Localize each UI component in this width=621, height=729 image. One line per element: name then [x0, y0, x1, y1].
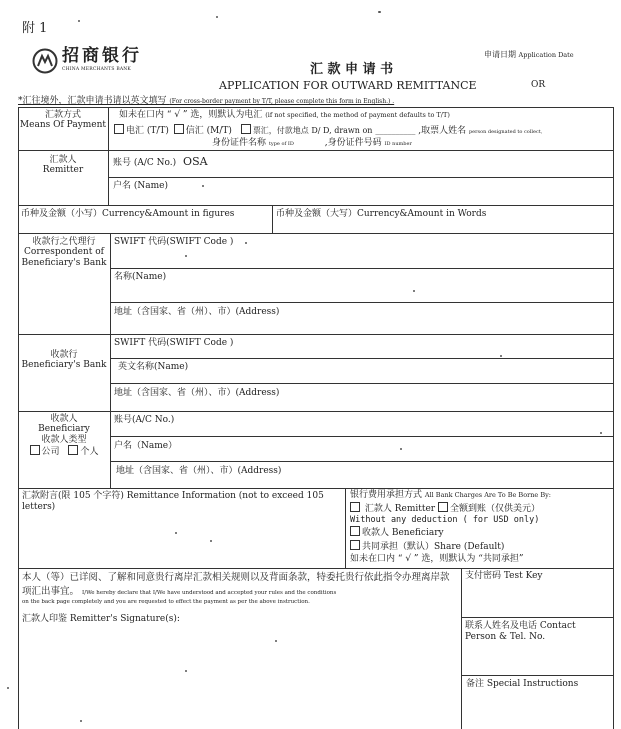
means-of-payment-en: Means Of Payment	[19, 120, 107, 131]
declaration	[22, 571, 458, 607]
checkbox-individual[interactable]	[68, 445, 78, 455]
payment-option-tt[interactable]	[114, 126, 169, 136]
bank-name-cn: 招商银行	[62, 46, 142, 66]
charges-title-cn: 银行费用承担方式	[350, 490, 423, 500]
amount-words-label: 币种及金额（大写）Currency&Amount in Words	[276, 209, 487, 219]
checkbox-mt[interactable]	[174, 124, 184, 134]
beneficiary-en: Beneficiary	[38, 424, 90, 435]
title-en: APPLICATION FOR OUTWARD REMITTANCE	[219, 79, 477, 92]
payment-hint-en: (if not specified, the method of payment defaults to T/T)	[265, 111, 450, 119]
charges-section	[350, 490, 612, 565]
title-cn: 汇 款 申 请 书	[310, 62, 394, 77]
remitter-account-field[interactable]	[113, 156, 208, 169]
charges-option-remitter[interactable]	[350, 504, 435, 514]
charges-default-note: 如未在口内 “ √ ” 选，则默认为 “共同承担”	[350, 553, 524, 564]
beneficiary-type-individual[interactable]	[68, 447, 98, 457]
remittance-info-label: 汇款附言(限 105 个字符) Remittance Information (not to exceed 105 letters)	[22, 491, 324, 512]
charges-share-label: 共同承担（默认）Share (Default)	[362, 542, 505, 553]
id-number-cn: ,身份证件号码	[324, 138, 382, 148]
remitter-account-label: 账号 (A/C No.)	[113, 158, 177, 168]
contact-label-1: 联系人姓名及电话 Contact	[465, 621, 576, 631]
charges-title	[350, 490, 612, 502]
charges-remitter-row	[350, 502, 612, 516]
attachment-label: 附 1	[22, 21, 48, 36]
charges-option-share[interactable]	[350, 540, 612, 554]
correspondent-bank-en2: Beneficiary's Bank	[21, 257, 107, 268]
english-note-en: (For cross-border payment by T/T, please complete this form in English.) .	[169, 98, 395, 105]
beneficiary-name-label: 户名（Name）	[114, 441, 178, 451]
payment-option-mt-label: 信汇 (M/T)	[185, 126, 232, 136]
checkbox-company[interactable]	[30, 445, 40, 455]
means-of-payment-cn: 汇款方式	[44, 110, 81, 120]
beneficiary-type-options	[18, 445, 110, 457]
beneficiary-cn: 收款人	[50, 414, 78, 424]
bank-emblem-icon	[32, 48, 58, 74]
beneficiary-type-company[interactable]	[30, 447, 60, 457]
id-type-en: type of ID	[268, 141, 294, 147]
checkbox-remitter[interactable]	[350, 502, 360, 512]
payment-option-dd[interactable]	[241, 126, 373, 136]
beneficiary-label	[18, 414, 110, 457]
beneficiary-type-label: 收款人类型	[41, 434, 87, 445]
beneficiary-type-company-label: 公司	[41, 447, 60, 458]
remitter-label-cn: 汇款人	[49, 155, 77, 165]
english-note	[18, 96, 394, 106]
application-date-label	[484, 50, 574, 59]
beneficiary-type-individual-label: 个人	[80, 447, 99, 458]
remitter-label-en: Remitter	[42, 165, 84, 176]
id-fields	[212, 138, 412, 148]
remitter-name-label: 户名 (Name)	[113, 181, 168, 191]
application-date-cn: 申请日期	[484, 50, 516, 59]
charges-without-deduction: Without any deduction ( for USD only)	[350, 515, 540, 526]
payment-option-dd-label: 票汇，付款地点 D/ D, drawn on	[252, 126, 373, 135]
charges-option-full[interactable]	[438, 504, 540, 514]
special-instructions-label: 备注 Special Instructions	[466, 679, 579, 689]
payee-label-cn: ,取票人姓名	[418, 126, 467, 136]
charges-remitter-label: 汇款人 Remitter	[364, 503, 436, 514]
bank-logo	[30, 46, 160, 78]
amount-figures-label: 币种及金额（小写）Currency&Amount in figures	[21, 209, 235, 219]
correspondent-address-label: 地址（含国家、省（州）、市）(Address)	[114, 307, 280, 317]
beneficiary-bank-name-label: 英文名称(Name)	[118, 362, 189, 372]
bank-name-en: CHINA MERCHANTS BANK	[62, 67, 131, 72]
charges-title-en: All Bank Charges Are To Be Borne By:	[424, 491, 551, 499]
correspondent-bank-cn: 收款行之代理行	[32, 237, 96, 247]
correspondent-name-label: 名称(Name)	[114, 272, 167, 282]
id-type-cn: 身份证件名称	[212, 138, 267, 148]
checkbox-beneficiary[interactable]	[350, 526, 360, 536]
beneficiary-bank-swift-label: SWIFT 代码(SWIFT Code )	[114, 338, 234, 348]
test-key-field[interactable]	[462, 584, 612, 616]
test-key-label: 支付密码 Test Key	[465, 571, 543, 581]
drawn-on-field[interactable]: __________	[375, 126, 416, 135]
charges-beneficiary-label: 收款人 Beneficiary	[362, 528, 444, 539]
correspondent-bank-label	[18, 237, 110, 268]
signature-label: 汇款人印鉴 Remitter's Signature(s):	[22, 614, 180, 624]
beneficiary-bank-label	[18, 350, 110, 371]
payment-default-hint	[119, 110, 450, 120]
beneficiary-address-label: 地址（含国家、省（州）、市）(Address)	[116, 466, 282, 476]
payment-options-row	[114, 124, 542, 136]
beneficiary-account-label: 账号(A/C No.)	[114, 415, 175, 425]
contact-label	[465, 621, 576, 643]
beneficiary-bank-cn: 收款行	[50, 350, 78, 360]
checkbox-full-amount[interactable]	[438, 502, 448, 512]
correspondent-bank-en1: Correspondent of	[24, 247, 104, 258]
payment-hint-cn: 如未在口内 “ √ ” 选，则默认为电汇	[119, 110, 263, 120]
checkbox-dd[interactable]	[241, 124, 251, 134]
correspondent-swift-label: SWIFT 代码(SWIFT Code )	[114, 237, 234, 247]
english-note-cn: *汇往境外，汇款申请书请以英文填写	[18, 96, 167, 106]
payment-option-mt[interactable]	[174, 126, 232, 136]
charges-option-beneficiary[interactable]	[350, 526, 612, 540]
payee-label-en: person designated to collect,	[468, 129, 543, 135]
declaration-cn: 本人（等）已详阅、了解和同意贵行离岸汇款相关规则以及背面条款，特委托贵行依此指令办理离岸款项汇出事宜。	[22, 572, 450, 597]
payment-option-tt-label: 电汇 (T/T)	[126, 126, 169, 136]
remitter-label	[18, 155, 108, 176]
contact-label-2: Person & Tel. No.	[465, 631, 546, 642]
checkbox-share[interactable]	[350, 540, 360, 550]
declaration-en-2: on the back page completely and you are requested to effect the payment as per the above instruction.	[22, 598, 310, 605]
or-label: OR	[531, 80, 546, 90]
remitter-account-value: OSA	[183, 155, 208, 168]
means-of-payment-label	[18, 110, 108, 131]
application-date-en: Application Date	[518, 51, 574, 59]
beneficiary-bank-address-label: 地址（含国家、省（州）、市）(Address)	[114, 388, 280, 398]
beneficiary-bank-en: Beneficiary's Bank	[21, 360, 107, 371]
id-number-en: ID number	[384, 141, 412, 147]
declaration-en-1: I/We hereby declare that I/We have understood and accepted your rules and the conditions	[82, 589, 337, 596]
charges-full-amount-label: 全额到账（仅供美元）	[450, 503, 541, 514]
signature-area[interactable]	[22, 628, 457, 726]
checkbox-tt[interactable]	[114, 124, 124, 134]
